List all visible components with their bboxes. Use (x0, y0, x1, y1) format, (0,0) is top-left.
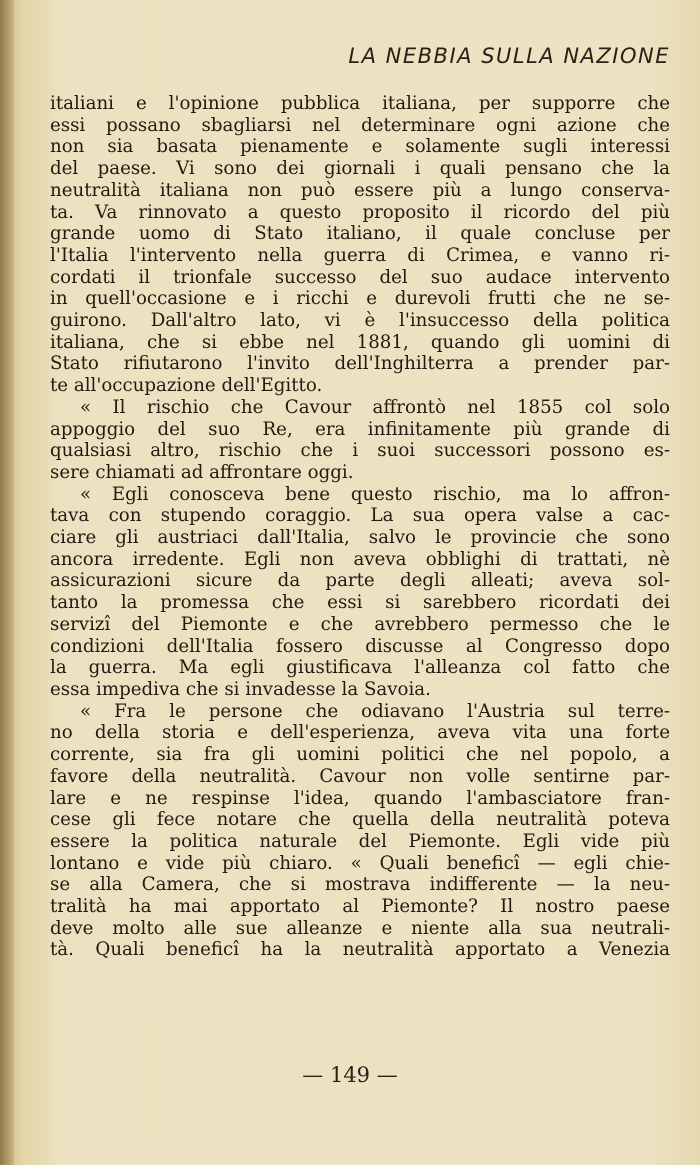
text-line: italiani e l'opinione pubblica italiana, per supporre che (50, 93, 670, 114)
text-line: lare e ne respinse l'idea, quando l'ambasciatore fran- (50, 787, 670, 809)
text-line: guirono. Dall'altro lato, vi è l'insuccesso della politica (50, 310, 670, 332)
text-line: lontano e vide più chiaro. « Quali beneficî — egli chie- (50, 852, 670, 874)
text-line: cordati il trionfale successo del suo audace intervento (50, 266, 670, 288)
text-line: condizioni dell'Italia fossero discusse al Congresso dopo (50, 635, 670, 657)
text-line: corrente, sia fra gli uomini politici che nel popolo, a (50, 744, 670, 766)
text-line: « Fra le persone che odiavano l'Austria sul terre- (80, 700, 670, 722)
text-line: la guerra. Ma egli giustificava l'alleanza col fatto che (50, 657, 670, 679)
paragraph (50, 484, 670, 701)
text-line: essa impediva che si invadesse la Savoia. (50, 678, 431, 700)
text-line: tanto la promessa che essi si sarebbero ricordati dei (50, 592, 670, 614)
text-line: del paese. Vi sono dei giornali i quali pensano che la (50, 158, 670, 180)
text-line: ciare gli austriaci dall'Italia, salvo le provincie che sono (50, 527, 670, 549)
text-line: « Egli conosceva bene questo rischio, ma lo affron- (80, 483, 670, 505)
text-line: servizî del Piemonte e che avrebbero permesso che le (50, 613, 670, 635)
text-line: te all'occupazione dell'Egitto. (50, 375, 323, 397)
paragraph (50, 93, 670, 397)
text-line: no della storia e dell'esperienza, aveva vita una forte (50, 722, 670, 744)
text-line: favore della neutralità. Cavour non volle sentirne par- (50, 765, 670, 787)
text-line: tralità ha mai apportato al Piemonte? Il nostro paese (50, 896, 670, 918)
page-number: — 149 — (302, 1063, 398, 1087)
running-head: LA NEBBIA SULLA NAZIONE (348, 44, 670, 68)
text-line: sere chiamati ad affrontare oggi. (50, 461, 354, 483)
text-line: essi possano sbagliarsi nel determinare ogni azione che (50, 114, 670, 136)
paragraph (50, 701, 670, 961)
text-line: tà. Quali beneficî ha la neutralità apportato a Venezia (50, 939, 670, 961)
text-line: deve molto alle sue alleanze e niente alla sua neutrali- (50, 917, 670, 939)
book-spine-shadow (0, 0, 14, 1165)
text-line: Stato rifiutarono l'invito dell'Inghilterra a prender par- (50, 353, 670, 375)
body-text (50, 93, 670, 961)
text-line: in quell'occasione e i ricchi e durevoli frutti che ne se- (50, 288, 670, 310)
text-line: neutralità italiana non può essere più a lungo conserva- (50, 179, 670, 201)
text-line: se alla Camera, che si mostrava indifferente — la neu- (50, 874, 670, 896)
text-line: essere la politica naturale del Piemonte. Egli vide più (50, 830, 670, 852)
text-line: appoggio del suo Re, era infinitamente più grande di (50, 418, 670, 440)
text-line: ancora irredente. Egli non aveva obblighi di trattati, nè (50, 548, 670, 570)
text-line: ta. Va rinnovato a questo proposito il ricordo del più (50, 201, 670, 223)
paragraph (50, 397, 670, 484)
text-line: italiana, che si ebbe nel 1881, quando gli uomini di (50, 331, 670, 353)
text-line: l'Italia l'intervento nella guerra di Crimea, e vanno ri- (50, 244, 670, 266)
text-line: non sia basata pienamente e solamente sugli interessi (50, 136, 670, 158)
text-line: grande uomo di Stato italiano, il quale concluse per (50, 223, 670, 245)
text-line: qualsiasi altro, rischio che i suoi successori possono es- (50, 440, 670, 462)
text-line: assicurazioni sicure da parte degli alleati; aveva sol- (50, 570, 670, 592)
text-line: cese gli fece notare che quella della neutralità poteva (50, 809, 670, 831)
text-line: « Il rischio che Cavour affrontò nel 1855 col solo (80, 396, 670, 418)
text-line: tava con stupendo coraggio. La sua opera valse a cac- (50, 505, 670, 527)
